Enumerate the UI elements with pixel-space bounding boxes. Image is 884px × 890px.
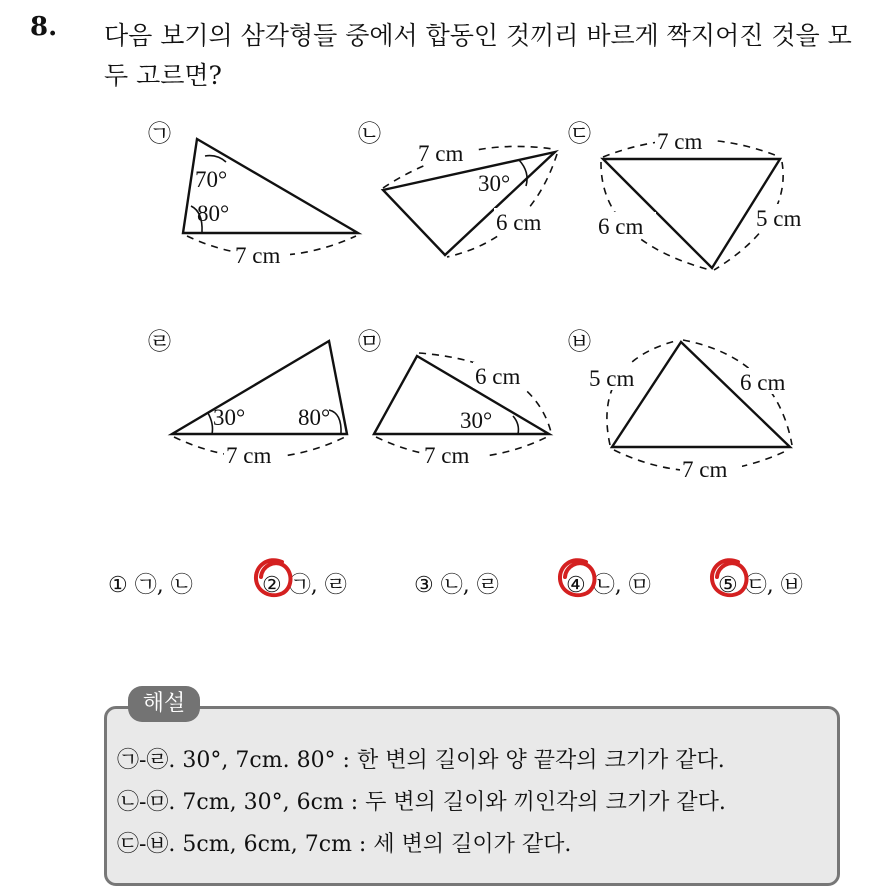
triangle-2 — [383, 152, 555, 255]
choice-1[interactable] — [108, 568, 193, 599]
fig4-angle-right: 80° — [298, 405, 331, 430]
choice-2-number: ② — [262, 573, 282, 598]
fig1-angle-bottom: 80° — [197, 201, 230, 226]
choice-3-text: ㉡, ㉣ — [440, 573, 499, 598]
dim-arc-2b — [447, 154, 557, 257]
explanation-line-2: ㉡-㉤. 7cm, 30°, 6cm : 두 변의 길이와 끼인각의 크기가 같다. — [117, 790, 726, 815]
fig2-side-top: 7 cm — [418, 141, 464, 166]
answer-choices — [0, 568, 884, 608]
fig6-side-right: 6 cm — [740, 370, 786, 395]
angle-arc-5 — [513, 416, 518, 434]
choice-5-number: ⑤ — [718, 573, 738, 598]
choice-2-text: ㉠, ㉣ — [288, 573, 347, 598]
fig2-angle: 30° — [478, 171, 511, 196]
choice-4[interactable] — [566, 568, 651, 599]
choice-1-number: ① — [108, 573, 128, 598]
angle-arc-4b — [329, 410, 341, 434]
fig3-side-right: 5 cm — [756, 206, 802, 231]
fig4-side: 7 cm — [226, 443, 272, 468]
fig6-side-bottom: 7 cm — [682, 457, 728, 482]
fig-label-2: ㉡ — [358, 121, 381, 146]
choice-3-number: ③ — [414, 573, 434, 598]
fig1-side: 7 cm — [235, 243, 281, 268]
choice-3[interactable] — [414, 568, 499, 599]
explanation-line-3: ㉢-㉥. 5cm, 6cm, 7cm : 세 변의 길이가 같다. — [117, 832, 572, 857]
fig5-side-top: 6 cm — [475, 364, 521, 389]
fig-label-5: ㉤ — [358, 329, 381, 354]
question-text: 다음 보기의 삼각형들 중에서 합동인 것끼리 바르게 짝지어진 것을 모두 고르면? — [104, 21, 852, 90]
explanation-box — [104, 706, 840, 886]
choice-5[interactable] — [718, 568, 803, 599]
fig6-side-left: 5 cm — [589, 366, 635, 391]
choice-4-text: ㉡, ㉤ — [592, 573, 651, 598]
fig5-side: 7 cm — [424, 443, 470, 468]
fig3-side-left: 6 cm — [598, 214, 644, 239]
fig4-angle-left: 30° — [213, 405, 246, 430]
fig2-side-right: 6 cm — [496, 210, 542, 235]
explanation-line-1: ㉠-㉣. 30°, 7cm. 80° : 한 변의 길이와 양 끝각의 크기가 같다. — [117, 748, 725, 773]
fig5-angle: 30° — [460, 408, 493, 433]
question-number: 8. — [30, 12, 58, 42]
choice-2[interactable] — [262, 568, 347, 599]
fig-label-1: ㉠ — [148, 121, 171, 146]
fig-label-4: ㉣ — [148, 329, 171, 354]
dim-arc-6a — [607, 340, 679, 445]
choice-1-text: ㉠, ㉡ — [134, 573, 193, 598]
choice-4-number: ④ — [566, 573, 586, 598]
fig1-angle-top: 70° — [195, 167, 228, 192]
fig3-side-top: 7 cm — [657, 129, 703, 154]
choice-5-text: ㉢, ㉥ — [744, 573, 803, 598]
angle-arc-4a — [208, 413, 213, 434]
angle-arc-1a — [205, 156, 226, 162]
fig-label-6: ㉥ — [568, 329, 591, 354]
fig-label-3: ㉢ — [568, 121, 591, 146]
explanation-tag: 해설 — [128, 686, 200, 722]
